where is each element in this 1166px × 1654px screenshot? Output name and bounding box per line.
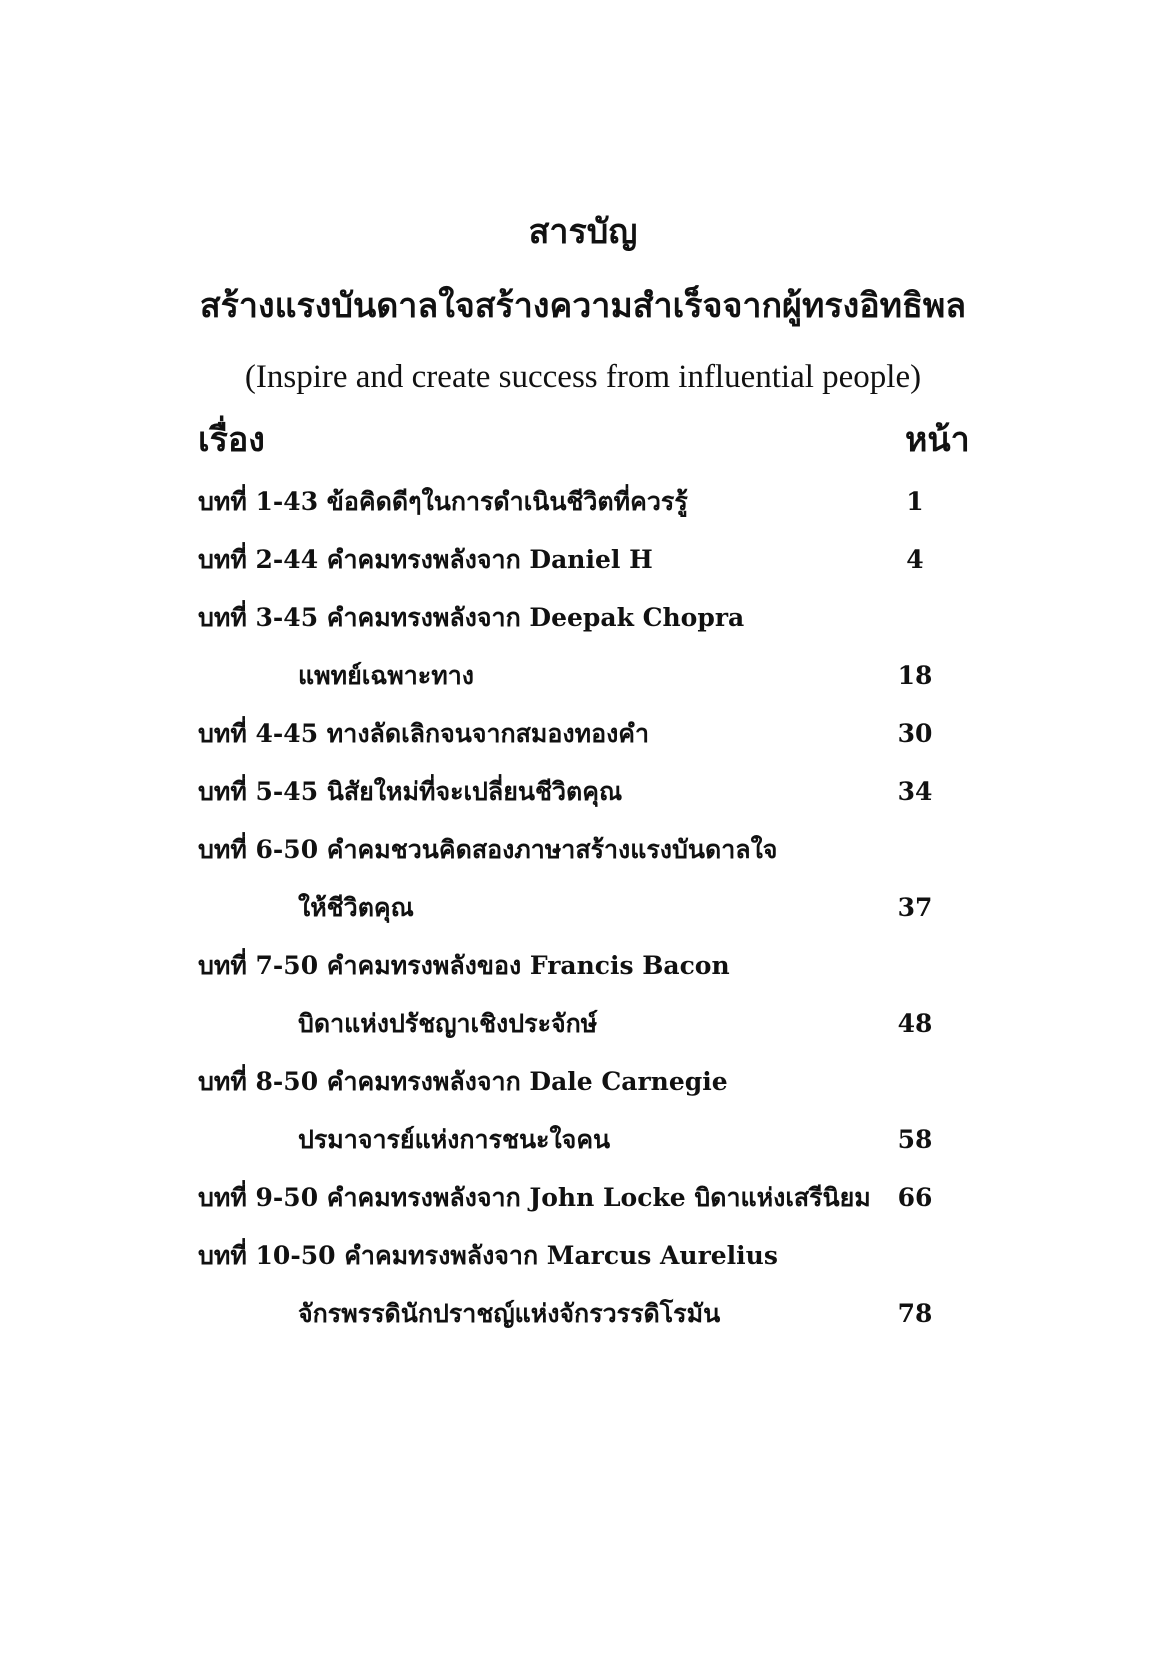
toc-entry [198, 946, 958, 1004]
column-heading-page: หน้า [905, 420, 970, 460]
table-of-contents [198, 482, 958, 1352]
toc-entry-text: บทที่ 7-50 คำคมทรงพลังของ Francis Bacon [198, 951, 730, 980]
toc-entry-page: 4 [906, 545, 924, 574]
toc-entry-page: 37 [897, 893, 933, 922]
toc-entry [198, 598, 958, 656]
toc-heading: สารบัญ [528, 212, 638, 252]
toc-entry [198, 540, 958, 598]
toc-entry-text: บทที่ 8-50 คำคมทรงพลังจาก Dale Carnegie [198, 1067, 728, 1096]
book-title: สร้างแรงบันดาลใจสร้างความสำเร็จจากผู้ทรงอิทธิพล [199, 286, 967, 326]
toc-entry-text: บทที่ 6-50 คำคมชวนคิดสองภาษาสร้างแรงบันดาลใจ [198, 835, 778, 864]
toc-entry-text: บทที่ 1-43 ข้อคิดดีๆในการดำเนินชีวิตที่ควรรู้ [198, 487, 688, 516]
toc-entry [198, 830, 958, 888]
toc-entry-text: บทที่ 5-45 นิสัยใหม่ที่จะเปลี่ยนชีวิตคุณ [198, 777, 623, 806]
toc-entry-continuation [198, 888, 958, 946]
toc-entry-text: บทที่ 9-50 คำคมทรงพลังจาก John Locke บิดาแห่งเสรีนิยม [198, 1183, 871, 1212]
toc-entry-continuation [198, 1120, 958, 1178]
toc-entry [198, 772, 958, 830]
toc-entry [198, 482, 958, 540]
toc-entry-page: 30 [897, 719, 933, 748]
toc-entry-text: บทที่ 2-44 คำคมทรงพลังจาก Daniel H [198, 545, 653, 574]
toc-entry [198, 1178, 958, 1236]
toc-entry-text: บิดาแห่งปรัชญาเชิงประจักษ์ [298, 1009, 598, 1038]
book-subtitle: (Inspire and create success from influential people) [244, 359, 922, 395]
toc-entry-continuation [198, 1294, 958, 1352]
toc-entry-text: บทที่ 10-50 คำคมทรงพลังจาก Marcus Aurelius [198, 1241, 778, 1270]
toc-entry-text: แพทย์เฉพาะทาง [298, 661, 474, 690]
toc-entry-text: ปรมาจารย์แห่งการชนะใจคน [298, 1125, 611, 1154]
toc-entry-page: 18 [897, 661, 933, 690]
toc-entry-page: 66 [897, 1183, 933, 1212]
toc-entry-page: 78 [897, 1299, 933, 1328]
toc-entry-text: จักรพรรดินักปราชญ์แห่งจักรวรรดิโรมัน [298, 1299, 721, 1328]
toc-entry-continuation [198, 1004, 958, 1062]
toc-entry-page: 1 [906, 487, 924, 516]
toc-entry-page: 34 [897, 777, 933, 806]
toc-entry-text: บทที่ 3-45 คำคมทรงพลังจาก Deepak Chopra [198, 603, 745, 632]
column-heading-subject: เรื่อง [198, 420, 265, 460]
toc-entry [198, 1062, 958, 1120]
toc-entry [198, 714, 958, 772]
toc-entry-page: 58 [897, 1125, 933, 1154]
toc-entry-continuation [198, 656, 958, 714]
toc-entry-page: 48 [897, 1009, 933, 1038]
toc-entry-text: ให้ชีวิตคุณ [298, 893, 414, 922]
toc-entry-text: บทที่ 4-45 ทางลัดเลิกจนจากสมองทองคำ [198, 719, 650, 748]
toc-entry [198, 1236, 958, 1294]
